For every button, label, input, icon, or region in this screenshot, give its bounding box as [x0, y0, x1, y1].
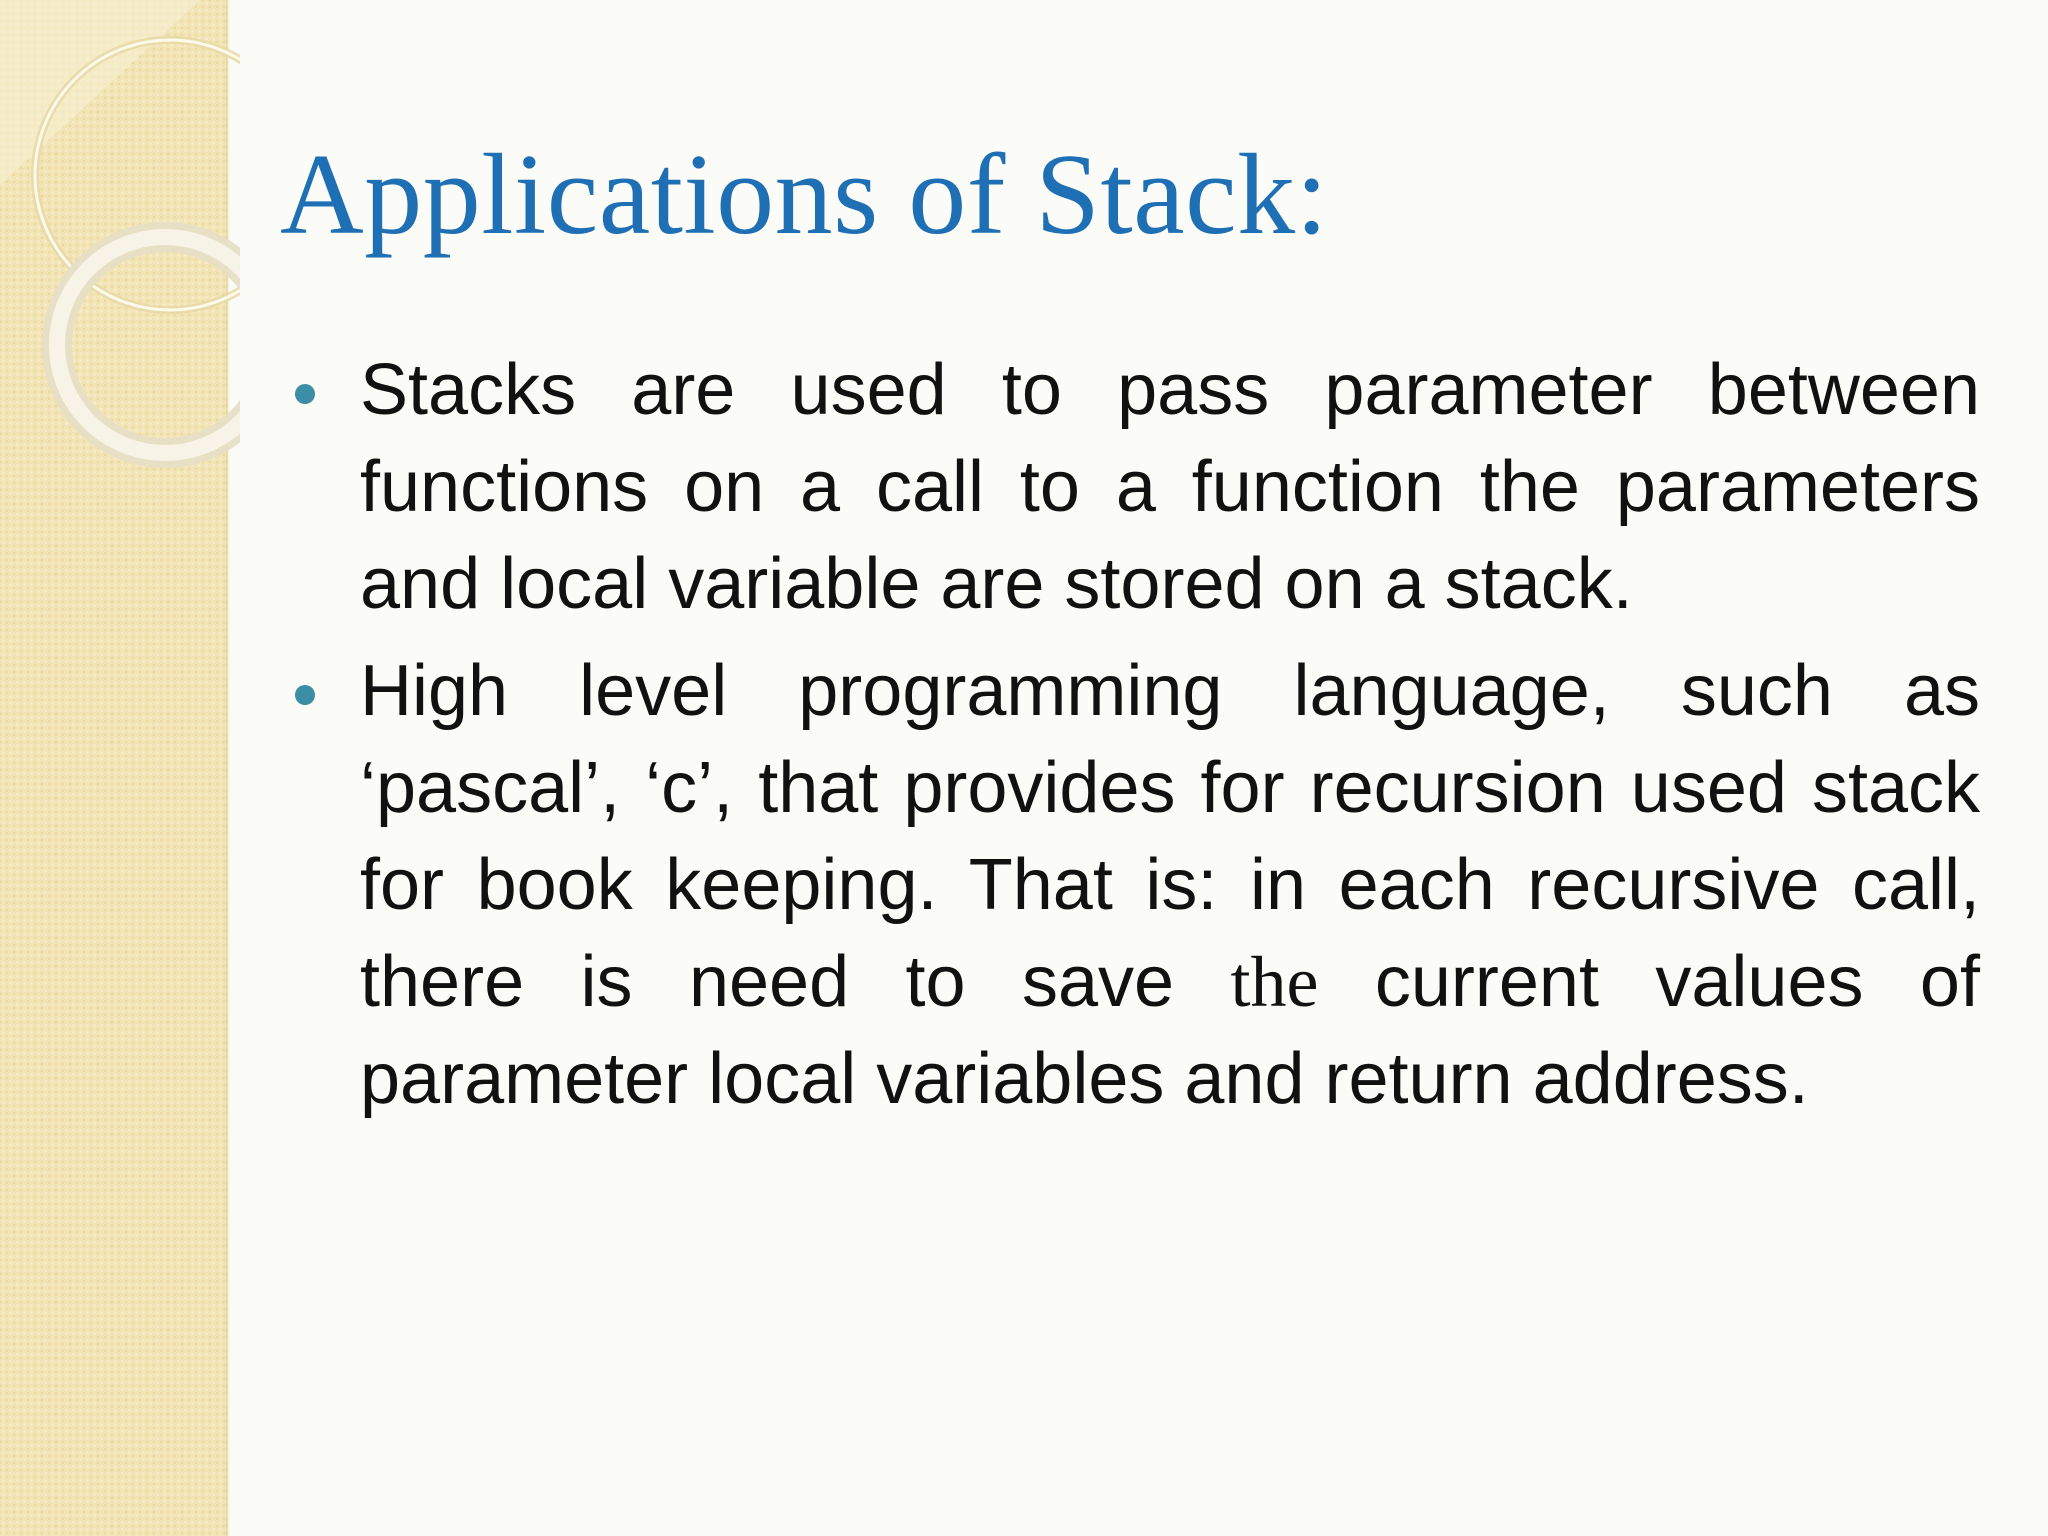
bullet-dot-icon [295, 384, 315, 404]
bullet-list [295, 342, 1980, 1138]
bullet-dot-icon [295, 685, 315, 705]
bullet-text: High level programming language, such as ‘pascal’, ‘c’, that provides for recursion used stack for book keeping. That is: in each recursive call, there is need to save [360, 651, 1980, 1022]
bullet-text: Stacks are used to pass parameter between functions on a call to a function the parameters and local variable are stored on a stack. [360, 350, 1980, 624]
bullet-item [295, 643, 1980, 1128]
bullet-item [295, 342, 1980, 633]
bullet-text-continued: current values of parameter local variables and return address. [360, 942, 1980, 1119]
bullet-text-serif-word: the [1230, 942, 1319, 1022]
decorative-rings-icon [0, 0, 240, 500]
slide-title: Applications of Stack: [280, 131, 1329, 259]
